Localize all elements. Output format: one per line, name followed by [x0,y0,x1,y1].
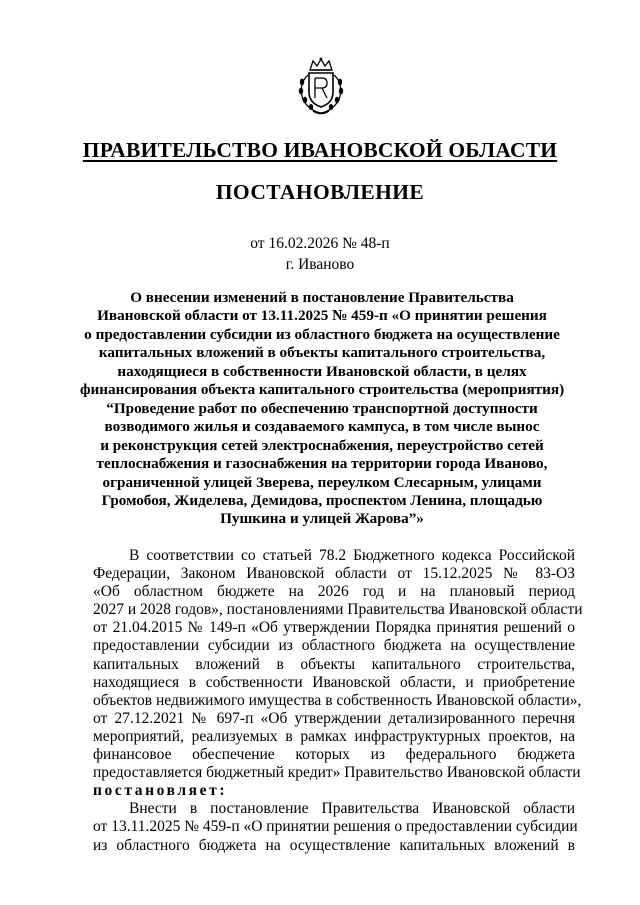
body-line: предоставляется бюджетный кредит» Правительство Ивановской области [93,764,581,782]
document-date-number: от 16.02.2026 № 48-п [250,235,390,252]
body-line: В соответствии со статьей 78.2 Бюджетного кодекса Российской [129,547,575,564]
body-line: мероприятий, реализуемых в рамках инфраструктурных проектов, на [93,727,575,745]
body-line: Федерации, Законом Ивановской области от 15.12.2025 № 83-ОЗ [93,565,575,583]
subject-line: финансирования объекта капитального строительства (мероприятия) [80,381,565,399]
subject-line: Ивановской области от 13.11.2025 № 459-п «О принятии решения [97,307,547,325]
decree-word: постановляет: [93,782,228,800]
body-line: 2027 и 2028 годов», постановлениями Правительства Ивановской области [93,601,583,619]
decree-word-line [93,782,575,800]
subject-line: ограниченной улицей Зверева, переулком Слесарным, улицами [102,473,542,491]
coat-of-arms-icon [296,56,346,116]
body-line: объектов недвижимого имущества в собственность Ивановской области», [93,691,582,709]
body-line: предоставлении субсидии из областного бюджета на осуществление [93,637,575,655]
organization-title: ПРАВИТЕЛЬСТВО ИВАНОВСКОЙ ОБЛАСТИ [82,138,558,162]
body-line: от 21.04.2015 № 149-п «Об утверждении Порядка принятия решений о [93,619,575,637]
body-line: из областного бюджета на осуществление капитальных вложений в [93,836,575,854]
subject-line: “Проведение работ по обеспечению транспортной доступности [106,399,538,417]
body-line: финансовое обеспечение которых из федерального бюджета [93,746,575,764]
body-line: Внести в постановление Правительства Ивановской области [129,800,575,818]
document-subject [80,289,564,529]
subject-line: находящиеся в собственности Ивановской области, в целях [117,362,527,380]
document-type-title: ПОСТАНОВЛЕНИЕ [215,180,425,204]
subject-line: о предоставлении субсидии из областного бюджета на осуществление [84,325,560,343]
subject-line: капитальных вложений в объекты капитального строительства, [98,344,546,362]
subject-line: Пушкина и улицей Жарова”» [220,510,424,528]
body-line: находящиеся в собственности Ивановской области, и приобретение [93,673,575,691]
subject-line: теплоснабжения и газоснабжения на территории города Иваново, [96,455,548,473]
document-body [93,547,583,855]
body-line: капитальных вложений в объекты капитального строительства, [93,655,575,673]
body-line: «Об областном бюджете на 2026 год и на плановый период [93,583,575,601]
subject-line: возводимого жилья и создаваемого кампуса, в том числе вынос [104,418,540,436]
body-line: от 27.12.2021 № 697-п «Об утверждении детализированного перечня [93,709,575,727]
subject-line: Громобоя, Жиделева, Демидова, проспектом Ленина, площадью [101,491,543,509]
document-city: г. Иваново [285,256,355,273]
subject-line: и реконструкция сетей электроснабжения, переустройство сетей [100,436,544,454]
body-line: от 13.11.2025 № 459-п «О принятии решения о предоставлении субсидии [93,818,578,836]
subject-line: О внесении изменений в постановление Правительства [130,289,514,306]
